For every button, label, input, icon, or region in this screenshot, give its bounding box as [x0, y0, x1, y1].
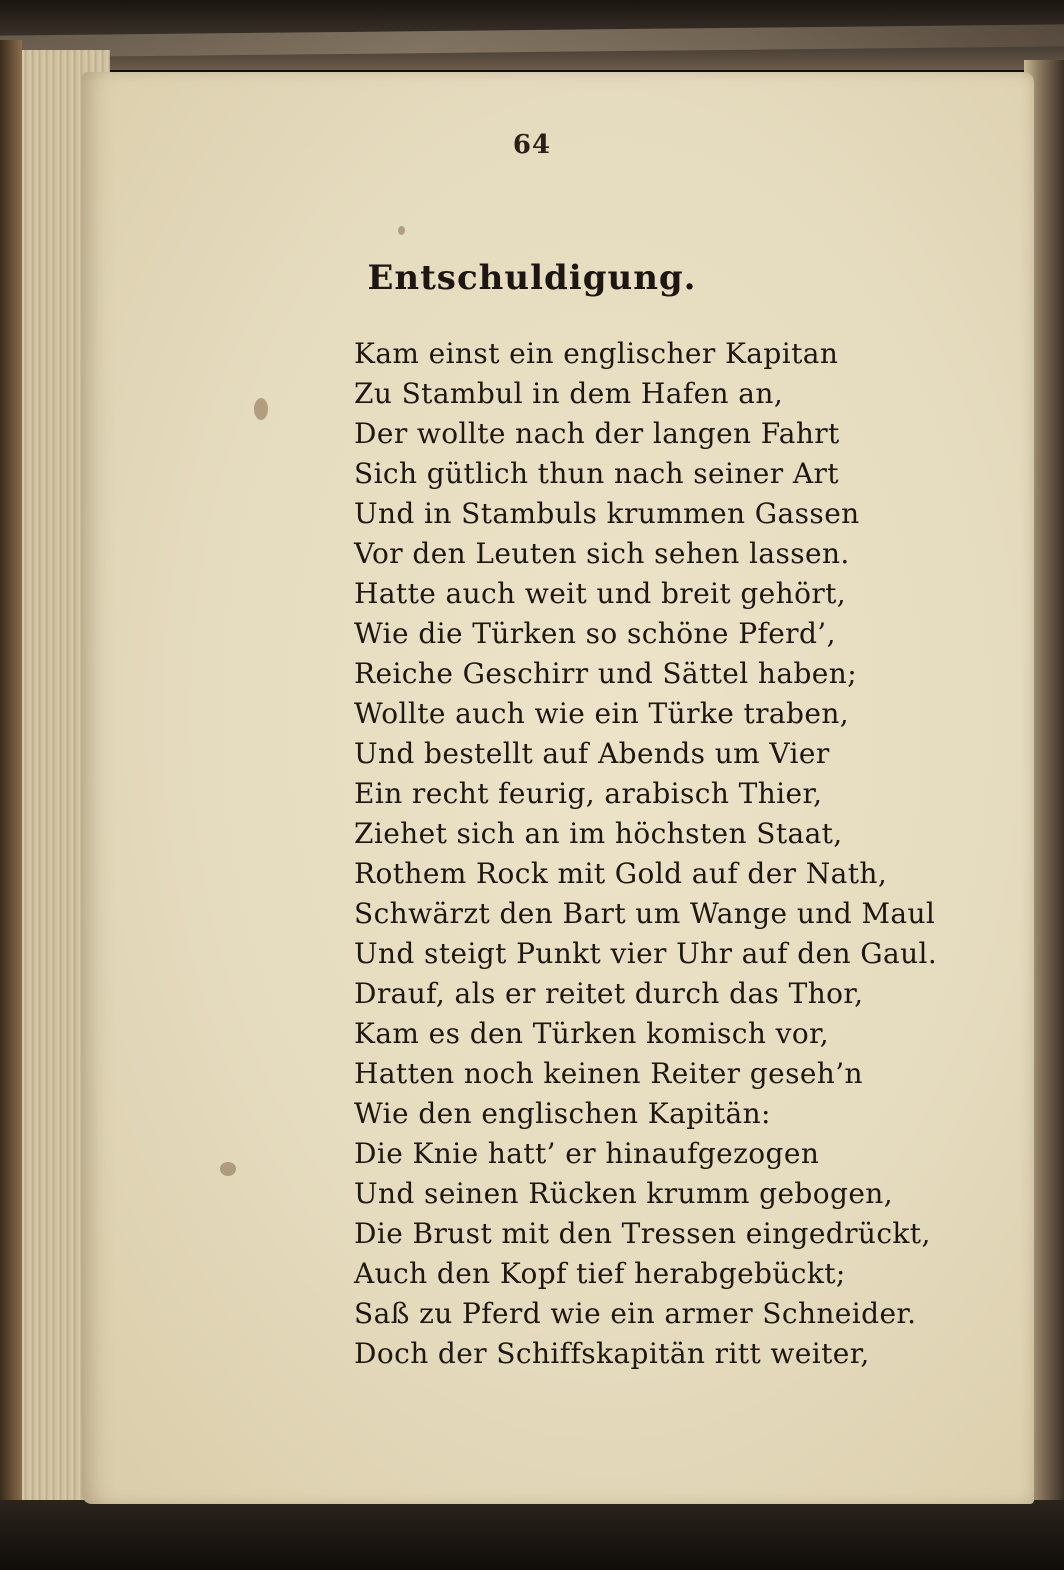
poem-line: Ein recht feurig, arabisch Thier, — [354, 777, 823, 810]
poem-line: Sich gütlich thun nach seiner Art — [354, 457, 839, 490]
book-cover-top-edge — [0, 0, 1064, 70]
poem-line: Wie den englischen Kapitän: — [354, 1097, 771, 1130]
poem-line: Die Knie hatt’ er hinaufgezogen — [354, 1137, 820, 1170]
poem-line: Die Brust mit den Tressen eingedrückt, — [354, 1217, 931, 1250]
poem-line: Ziehet sich an im höchsten Staat, — [354, 817, 843, 850]
page-number: 64 — [512, 130, 552, 160]
poem-line: Wie die Türken so schöne Pferd’, — [354, 617, 836, 650]
poem-line: Und bestellt auf Abends um Vier — [354, 737, 830, 770]
poem-line: Saß zu Pferd wie ein armer Schneider. — [354, 1297, 917, 1330]
poem-line: Auch den Kopf tief herabgebückt; — [354, 1257, 846, 1290]
paper-stain — [254, 398, 268, 420]
book-page — [82, 72, 1034, 1504]
poem-line: Der wollte nach der langen Fahrt — [354, 417, 840, 450]
poem-line: Und seinen Rücken krumm gebogen, — [354, 1177, 894, 1210]
book-bottom-edge — [0, 1500, 1064, 1570]
poem-line: Doch der Schiffskapitän ritt weiter, — [354, 1337, 870, 1370]
poem-line: Hatten noch keinen Reiter geseh’n — [354, 1057, 863, 1090]
book-spine — [0, 40, 22, 1520]
paper-stain — [398, 226, 405, 235]
poem-line: Vor den Leuten sich sehen lassen. — [354, 537, 850, 570]
poem-line: Und in Stambuls krummen Gassen — [354, 497, 860, 530]
poem-text — [354, 334, 937, 1374]
poem-line: Hatte auch weit und breit gehört, — [354, 577, 847, 610]
paper-stain — [220, 1162, 236, 1176]
poem-line: Rothem Rock mit Gold auf der Nath, — [354, 857, 888, 890]
poem-line: Kam einst ein englischer Kapitan — [354, 337, 839, 370]
poem-line: Zu Stambul in dem Hafen an, — [354, 377, 784, 410]
poem-line: Kam es den Türken komisch vor, — [354, 1017, 830, 1050]
poem-line: Drauf, als er reitet durch das Thor, — [354, 977, 864, 1010]
poem-line: Wollte auch wie ein Türke traben, — [354, 697, 850, 730]
poem-title: Entschuldigung. — [367, 258, 697, 298]
poem-line: Reiche Geschirr und Sättel haben; — [354, 657, 858, 690]
poem-line: Und steigt Punkt vier Uhr auf den Gaul. — [354, 937, 938, 970]
poem-line: Schwärzt den Bart um Wange und Maul — [354, 897, 936, 930]
